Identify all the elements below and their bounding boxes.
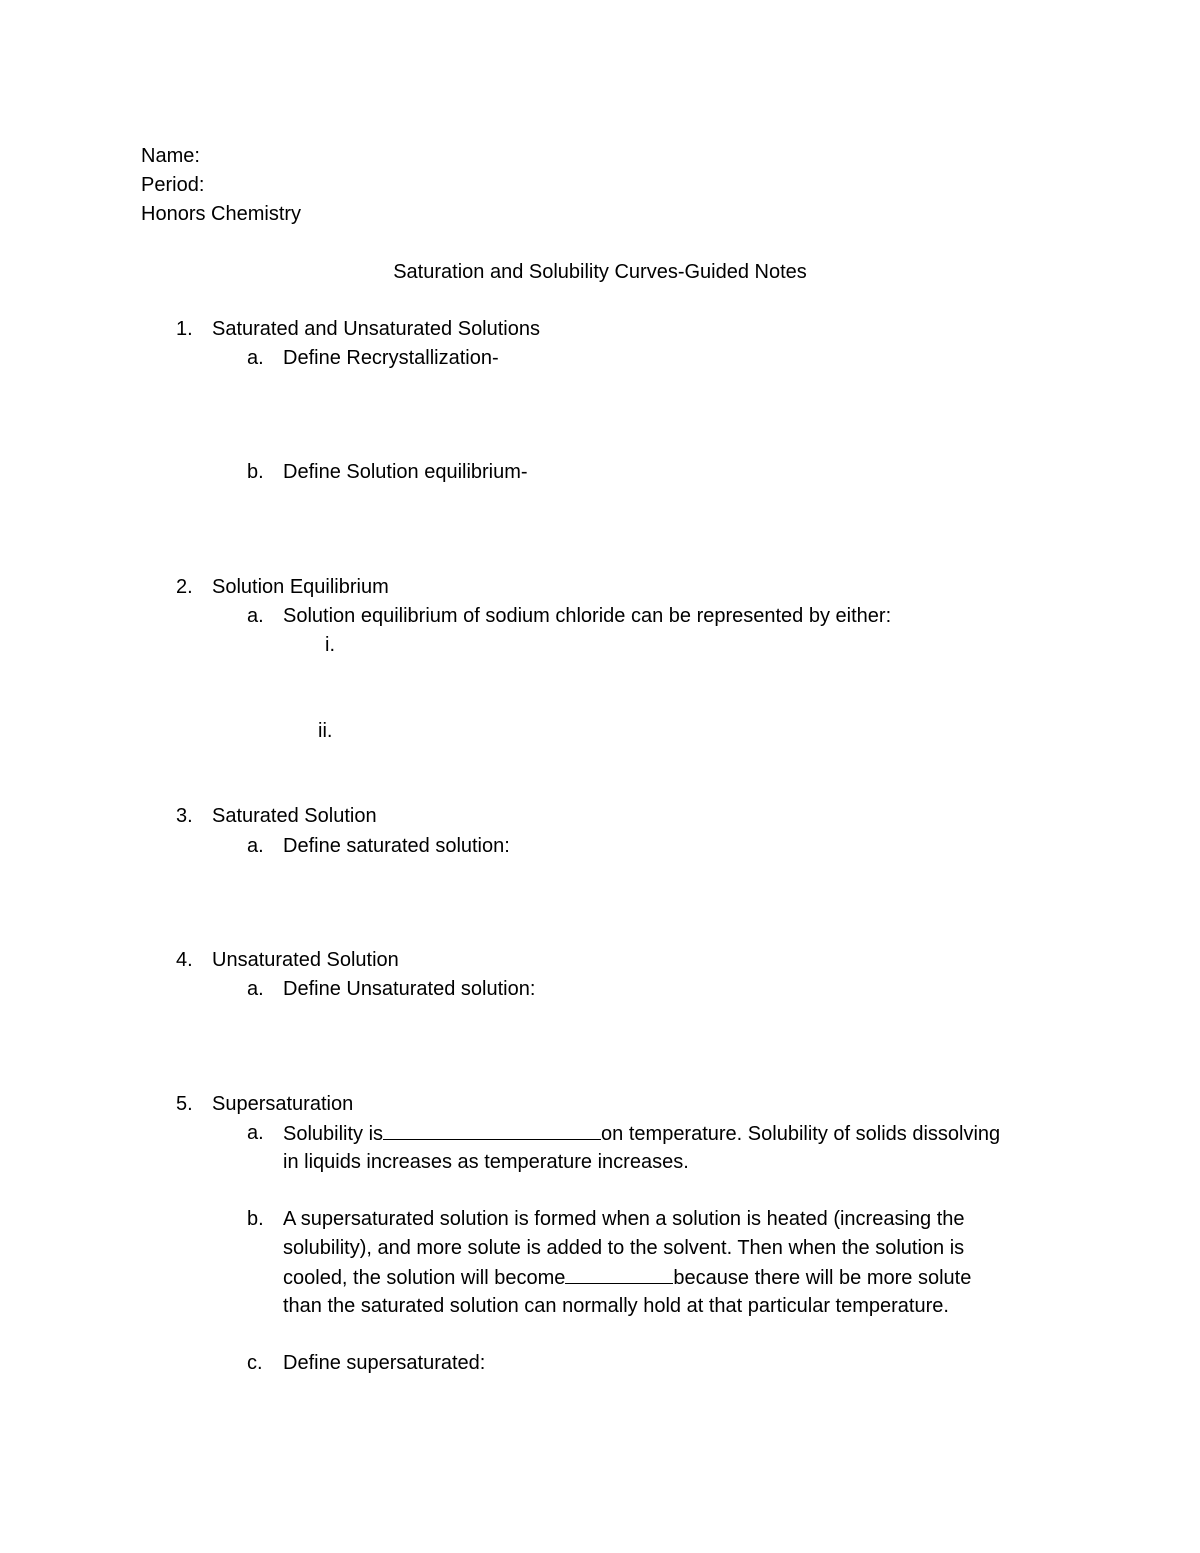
section-4-heading: Unsaturated Solution bbox=[212, 949, 399, 971]
section-2a-letter: a. bbox=[247, 605, 264, 627]
fill-in-blank[interactable] bbox=[383, 1119, 601, 1140]
section-5c-letter: c. bbox=[247, 1352, 263, 1374]
section-5b-line3 bbox=[283, 1263, 971, 1293]
section-5a-letter: a. bbox=[247, 1122, 264, 1144]
section-5-heading: Supersaturation bbox=[212, 1093, 354, 1115]
section-2-number: 2. bbox=[176, 576, 193, 598]
section-1a-text: Define Recrystallization- bbox=[283, 347, 499, 369]
name-label: Name: bbox=[141, 145, 200, 167]
section-5b-letter: b. bbox=[247, 1208, 264, 1230]
section-5b-line3-part1: cooled, the solution will become bbox=[283, 1267, 566, 1289]
section-5b-line1: A supersaturated solution is formed when a solution is heated (increasing the bbox=[283, 1208, 965, 1230]
section-4-number: 4. bbox=[176, 949, 193, 971]
page-title: Saturation and Solubility Curves-Guided Notes bbox=[393, 261, 807, 283]
section-2a-text: Solution equilibrium of sodium chloride can be represented by either: bbox=[283, 605, 892, 627]
section-3-heading: Saturated Solution bbox=[212, 805, 377, 827]
section-3a-text: Define saturated solution: bbox=[283, 835, 510, 857]
section-5a-line2: in liquids increases as temperature increases. bbox=[283, 1151, 689, 1173]
section-4a-text: Define Unsaturated solution: bbox=[283, 978, 536, 1000]
section-2-heading: Solution Equilibrium bbox=[212, 576, 389, 598]
period-label: Period: bbox=[141, 174, 205, 196]
section-2a-ii: ii. bbox=[318, 720, 333, 742]
section-1a-letter: a. bbox=[247, 347, 264, 369]
section-2a-i: i. bbox=[325, 634, 335, 656]
section-3-number: 3. bbox=[176, 805, 193, 827]
section-5c-text: Define supersaturated: bbox=[283, 1352, 486, 1374]
fill-in-blank[interactable] bbox=[565, 1263, 673, 1284]
section-5b-line2: solubility), and more solute is added to the solvent. Then when the solution is bbox=[283, 1237, 965, 1259]
section-5a-line1 bbox=[283, 1119, 1000, 1149]
section-5a-part2: on temperature. Solubility of solids dissolving bbox=[601, 1123, 1001, 1145]
section-5b-line4: than the saturated solution can normally hold at that particular temperature. bbox=[283, 1295, 949, 1317]
course-label: Honors Chemistry bbox=[141, 203, 302, 225]
section-5b-line3-part2: because there will be more solute bbox=[673, 1267, 972, 1289]
section-1-heading: Saturated and Unsaturated Solutions bbox=[212, 318, 540, 340]
section-4a-letter: a. bbox=[247, 978, 264, 1000]
section-1b-letter: b. bbox=[247, 461, 264, 483]
section-1b-text: Define Solution equilibrium- bbox=[283, 461, 528, 483]
section-5a-part1: Solubility is bbox=[283, 1123, 384, 1145]
section-3a-letter: a. bbox=[247, 835, 264, 857]
section-5-number: 5. bbox=[176, 1093, 193, 1115]
section-1-number: 1. bbox=[176, 318, 193, 340]
